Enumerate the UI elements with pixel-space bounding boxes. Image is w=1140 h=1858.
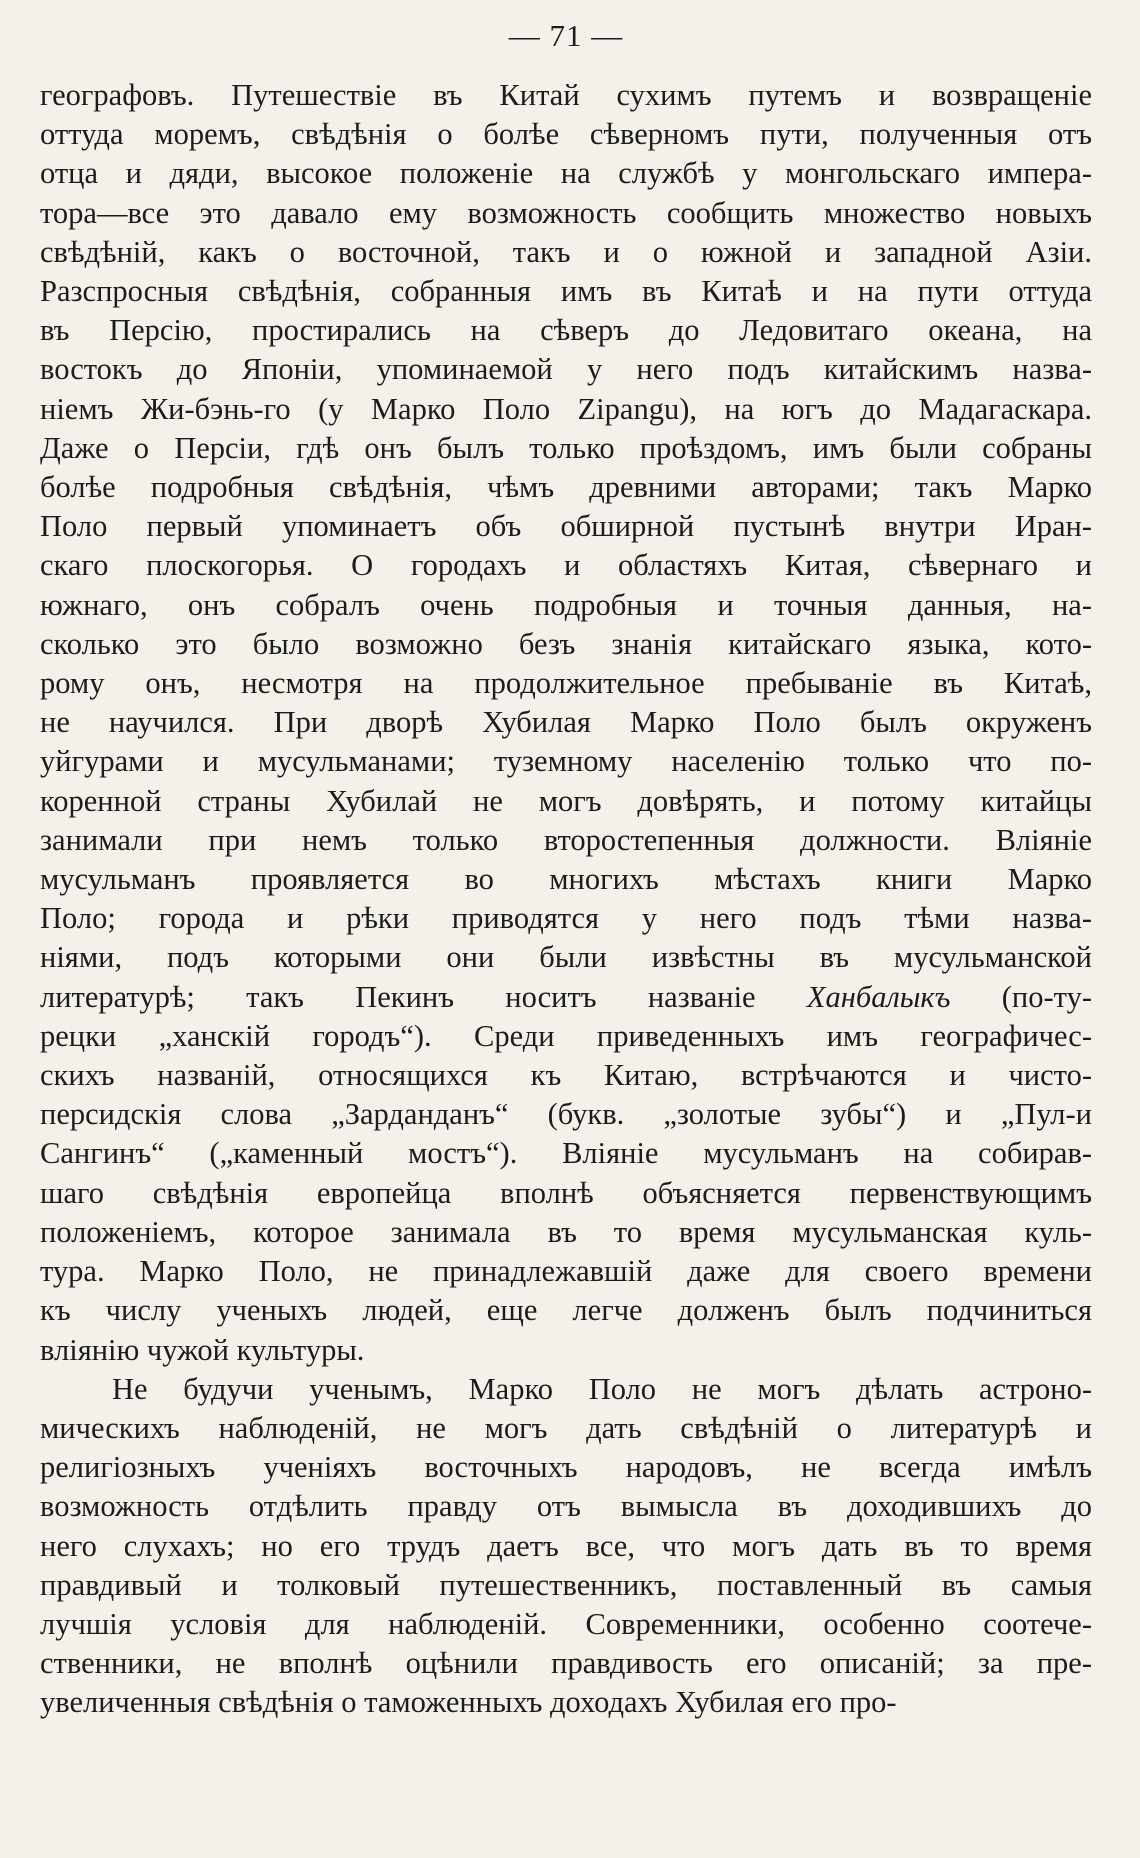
text-line: скихъ названій, относящихся къ Китаю, встрѣчаются и чисто- — [40, 1058, 1092, 1093]
text-line: рому онъ, несмотря на продолжительное пребываніе въ Китаѣ, — [40, 666, 1092, 701]
text-line: тора—все это давало ему возможность сообщить множество новыхъ — [40, 195, 1092, 230]
page-number: — 71 — — [508, 18, 624, 53]
paragraph-1 — [40, 76, 1092, 1370]
text-line: Не будучи ученымъ, Марко Поло не могъ дѣлать астроно- — [112, 1371, 1092, 1406]
text-line: уйгурами и мусульманами; туземному населенію только что по- — [40, 744, 1092, 779]
text-line: къ числу ученыхъ людей, еще легче долженъ былъ подчиниться — [40, 1293, 1092, 1328]
text-line: положеніемъ, которое занимала въ то время мусульманская куль- — [40, 1214, 1092, 1249]
text-line: религіозныхъ ученіяхъ восточныхъ народовъ, не всегда имѣлъ — [40, 1450, 1092, 1485]
text-line: оттуда моремъ, свѣдѣнія о болѣе сѣверномъ пути, полученныя отъ — [40, 117, 1092, 152]
text-line: литературѣ; такъ Пекинъ носитъ названіе Ханбалыкъ (по-ту- — [40, 979, 1092, 1014]
text-line: коренной страны Хубилай не могъ довѣрять, и потому китайцы — [40, 783, 1092, 818]
text-line: занимали при немъ только второстепенныя должности. Вліяніе — [40, 822, 1092, 857]
text-line: въ Персію, простирались на сѣверъ до Ледовитаго океана, на — [40, 313, 1092, 348]
italic-term: Ханбалыкъ — [806, 979, 951, 1014]
text-line: болѣе подробныя свѣдѣнія, чѣмъ древними авторами; такъ Марко — [40, 470, 1092, 505]
body-text — [40, 76, 1092, 1723]
text-line: увеличенныя свѣдѣнія о таможенныхъ доходахъ Хубилая его про- — [40, 1685, 897, 1720]
text-line: востокъ до Японіи, упоминаемой у него подъ китайскимъ назва- — [40, 352, 1092, 387]
text-line: географовъ. Путешествіе въ Китай сухимъ путемъ и возвращеніе — [40, 78, 1092, 112]
text-line: рецки „ханскій городъ“). Среди приведенныхъ имъ географичес- — [40, 1018, 1092, 1053]
text-line: скаго плоскогорья. О городахъ и областяхъ Китая, сѣвернаго и — [40, 548, 1092, 583]
text-line: отца и дяди, высокое положеніе на службѣ у монгольскаго импера- — [40, 156, 1092, 191]
text-line: Сангинъ“ („каменный мостъ“). Вліяніе мусульманъ на собирав- — [40, 1136, 1092, 1171]
text-line: не научился. При дворѣ Хубилая Марко Поло былъ окруженъ — [40, 705, 1092, 740]
text-line: ственники, не вполнѣ оцѣнили правдивость его описаній; за пре- — [40, 1646, 1092, 1681]
text-line: мусульманъ проявляется во многихъ мѣстахъ книги Марко — [40, 862, 1092, 897]
text-line: шаго свѣдѣнія европейца вполнѣ объясняется первенствующимъ — [40, 1175, 1092, 1210]
text-line: вліянію чужой культуры. — [40, 1332, 365, 1367]
text-line: персидскія слова „Зарданданъ“ (букв. „золотые зубы“) и „Пул-и — [40, 1097, 1092, 1132]
text-line: возможность отдѣлить правду отъ вымысла въ доходившихъ до — [40, 1489, 1092, 1524]
text-line: ніями, подъ которыми они были извѣстны въ мусульманской — [40, 940, 1092, 975]
text-line: Поло; города и рѣки приводятся у него подъ тѣми назва- — [40, 901, 1092, 936]
text-line: мическихъ наблюденій, не могъ дать свѣдѣній о литературѣ и — [40, 1410, 1092, 1445]
text-line: Разспросныя свѣдѣнія, собранныя имъ въ Китаѣ и на пути оттуда — [40, 274, 1092, 309]
text-line: южнаго, онъ собралъ очень подробныя и точныя данныя, на- — [40, 587, 1092, 622]
text-line: свѣдѣній, какъ о восточной, такъ и о южной и западной Азіи. — [40, 234, 1092, 269]
text-line: лучшія условія для наблюденій. Современники, особенно соотече- — [40, 1606, 1092, 1641]
text-line: правдивый и толковый путешественникъ, поставленный въ самыя — [40, 1567, 1092, 1602]
text-line: ніемъ Жи-бэнь-го (у Марко Поло Zipangu), на югъ до Мадагаскара. — [40, 391, 1092, 426]
text-line: Даже о Персіи, гдѣ онъ былъ только проѣздомъ, имъ были собраны — [40, 430, 1092, 465]
text-line: сколько это было возможно безъ знанія китайскаго языка, кото- — [40, 626, 1092, 661]
paragraph-2 — [40, 1370, 1092, 1723]
text-line: Поло первый упоминаетъ объ обширной пустынѣ внутри Иран- — [40, 509, 1092, 544]
text-line: тура. Марко Поло, не принадлежавшій даже для своего времени — [40, 1254, 1092, 1289]
text-line: него слухахъ; но его трудъ даетъ все, что могъ дать въ то время — [40, 1528, 1092, 1563]
